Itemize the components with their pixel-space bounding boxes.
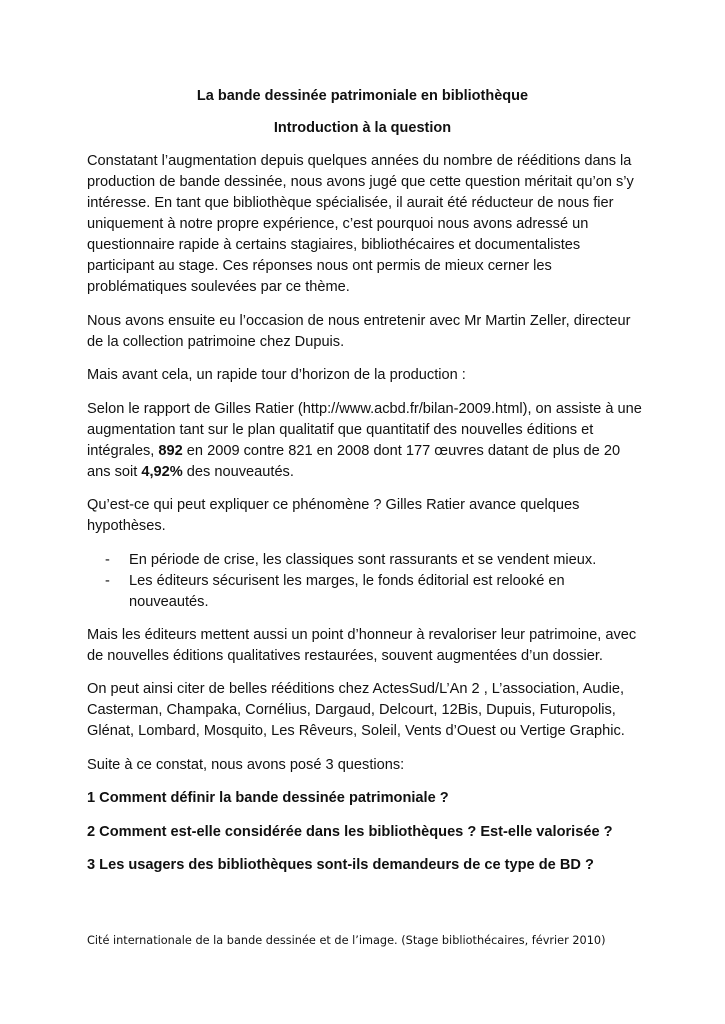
paragraph-heritage: Mais les éditeurs mettent aussi un point d’honneur à revaloriser leur patrimoine, avec de nouvelles éditions qualitatives restaurées, souvent augmentées d’un dossier. xyxy=(87,626,637,664)
statistics-text-c: des nouveautés. xyxy=(182,463,294,480)
paragraph-intro: Constatant l’augmentation depuis quelques années du nombre de rééditions dans la production de bande dessinée, nous avons jugé que cette question méritait qu’on s’y intéresse. En tant que bibliothèque spécialisée, il aurait été réducteur de nous fier uniquement à notre propre expérience, c’est pourquoi nous avons adressé un questionnaire rapide à certains stagiaires, bibliothécaires et documentalistes participant au stage. Ces réponses nous ont permis de mieux cerner les problématiques soulevées par ce thème. xyxy=(87,153,634,295)
list-item xyxy=(87,571,647,613)
document-title: La bande dessinée patrimoniale en bibliothèque xyxy=(196,88,529,104)
bullet-dash: - xyxy=(105,572,110,589)
statistics-percent: 4,92% xyxy=(141,463,183,480)
question-1: 1 Comment définir la bande dessinée patrimoniale ? xyxy=(87,790,449,806)
list-item-text: En période de crise, les classiques sont rassurants et se vendent mieux. xyxy=(129,551,597,568)
question-3: 3 Les usagers des bibliothèques sont-ils demandeurs de ce type de BD ? xyxy=(87,857,594,873)
page-footer: Cité internationale de la bande dessinée et de l’image. (Stage bibliothécaires, février 2010) xyxy=(87,934,606,947)
paragraph-publishers: On peut ainsi citer de belles rééditions chez ActesSud/L’An 2 , L’association, Audie, Casterman, Champaka, Cornélius, Dargaud, Delcourt, 12Bis, Dupuis, Futuropolis, Glénat, Lombard, Mosquito, Les Rêveurs, Soleil, Vents d’Ouest ou Vertige Graphic. xyxy=(87,681,625,739)
hypotheses-list xyxy=(87,550,647,613)
statistics-text-a: Selon le rapport de Gilles Ratier (http://www.acbd.fr/bilan-2009.html), on assiste à une augmentation tant sur le plan qualitatif que quantitatif des nouvelles éditions et intégrales, xyxy=(87,400,642,459)
list-item xyxy=(87,550,647,571)
document-subtitle: Introduction à la question xyxy=(273,120,452,136)
paragraph-statistics xyxy=(87,399,647,483)
statistics-text-b: en 2009 contre 821 en 2008 dont 177 œuvres datant de plus de 20 ans soit xyxy=(87,442,621,480)
statistics-count: 892 xyxy=(158,442,183,459)
document-body xyxy=(87,151,647,889)
paragraph-questions-intro: Suite à ce constat, nous avons posé 3 questions: xyxy=(87,756,405,773)
list-item-text: Les éditeurs sécurisent les marges, le fonds éditorial est relooké en nouveautés. xyxy=(129,572,565,610)
paragraph-interview: Nous avons ensuite eu l’occasion de nous entretenir avec Mr Martin Zeller, directeur de la collection patrimoine chez Dupuis. xyxy=(87,312,631,350)
paragraph-overview: Mais avant cela, un rapide tour d’horizon de la production : xyxy=(87,367,466,383)
bullet-dash: - xyxy=(105,551,110,568)
question-2: 2 Comment est-elle considérée dans les bibliothèques ? Est-elle valorisée ? xyxy=(87,823,613,840)
paragraph-hypotheses: Qu’est-ce qui peut expliquer ce phénomène ? Gilles Ratier avance quelques hypothèses. xyxy=(87,497,580,534)
